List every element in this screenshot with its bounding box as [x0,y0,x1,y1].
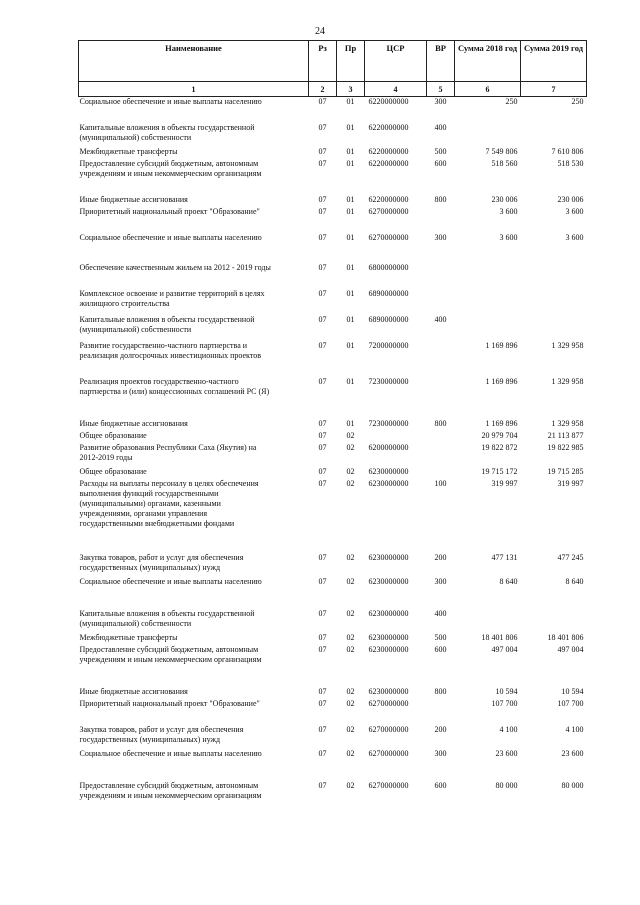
row-vr: 200 [434,724,447,734]
row-rz: 07 [318,748,327,758]
row-rz: 07 [318,478,327,488]
budget-table [78,40,587,815]
row-name: Иные бюджетные ассигнования [79,194,188,204]
row-sum-2019: 107 700 [557,698,584,708]
table-body [79,97,587,815]
row-sum-2018: 4 100 [499,724,518,734]
header-vr: ВР [427,41,455,82]
row-sum-2018: 20 979 704 [481,430,518,440]
row-name: Развитие государственно-частного партнерства и реализация долгосрочных инвестиционных проектов [79,340,262,360]
row-pr: 02 [346,780,355,790]
table-row [79,645,587,687]
row-rz: 07 [318,314,327,324]
row-sum-2018: 230 006 [491,194,518,204]
row-rz: 07 [318,194,327,204]
row-vr: 600 [434,780,447,790]
row-vr: 200 [434,552,447,562]
row-pr: 02 [346,608,355,618]
row-pr: 02 [346,478,355,488]
row-csr: 6220000000 [368,194,409,204]
row-pr: 02 [346,724,355,734]
row-rz: 07 [318,552,327,562]
row-rz: 07 [318,724,327,734]
row-csr: 6230000000 [368,608,409,618]
table-row [79,289,587,315]
row-name: Капитальные вложения в объекты государственной (муниципальной) собственности [79,314,255,334]
row-name: Предоставление субсидий бюджетным, автономным учреждениям и иным некоммерческим организациям [79,644,262,664]
row-rz: 07 [318,262,327,272]
row-csr: 6230000000 [368,552,409,562]
table-row [79,687,587,699]
row-name: Обеспечение качественным жильем на 2012 - 2019 годы [79,262,271,272]
row-csr: 6230000000 [368,686,409,696]
row-pr: 01 [346,97,355,106]
row-sum-2018: 477 131 [491,552,518,562]
column-number: 2 [309,82,337,97]
row-csr: 7200000000 [368,340,409,350]
row-sum-2018 [455,315,521,341]
row-name: Социальное обеспечение и иные выплаты населению [79,97,262,106]
row-sum-2018: 1 169 896 [485,376,518,386]
row-name: Социальное обеспечение и иные выплаты населению [79,576,262,586]
table-row [79,633,587,645]
row-vr [427,467,455,479]
row-sum-2018: 1 169 896 [485,340,518,350]
row-sum-2019: 497 004 [557,644,584,654]
row-name: Закупка товаров, работ и услуг для обеспечения государственных (муниципальных) нужд [79,552,244,572]
row-sum-2019: 19 715 285 [547,466,584,476]
row-sum-2019: 230 006 [557,194,584,204]
row-name: Капитальные вложения в объекты государственной (муниципальной) собственности [79,608,255,628]
row-csr: 6220000000 [368,158,409,168]
row-sum-2019 [521,263,587,289]
row-csr: 6230000000 [368,576,409,586]
row-csr: 7230000000 [368,376,409,386]
column-number: 3 [337,82,365,97]
row-name: Комплексное освоение и развитие территорий в целях жилищного строительства [79,288,265,308]
row-vr: 400 [434,608,447,618]
table-row [79,97,587,123]
row-rz: 07 [318,376,327,386]
column-number: 6 [455,82,521,97]
row-pr: 02 [346,576,355,586]
row-sum-2019: 1 329 958 [551,418,584,428]
table-row [79,159,587,195]
table-row [79,699,587,725]
row-sum-2019: 18 401 806 [547,632,584,642]
row-vr: 800 [434,194,447,204]
row-rz: 07 [318,608,327,618]
row-sum-2019: 3 600 [565,206,584,216]
row-pr: 01 [346,146,355,156]
row-pr: 02 [346,632,355,642]
row-sum-2019 [521,609,587,633]
header-csr: ЦСР [365,41,427,82]
row-vr: 300 [434,97,447,106]
table-row [79,233,587,263]
row-sum-2019 [521,123,587,147]
row-sum-2019 [521,315,587,341]
row-name: Социальное обеспечение и иные выплаты населению [79,748,262,758]
table-row [79,341,587,377]
row-csr: 6230000000 [368,632,409,642]
row-name: Предоставление субсидий бюджетным, автономным учреждениям и иным некоммерческим организациям [79,780,262,800]
row-vr: 300 [434,576,447,586]
table-row [79,609,587,633]
row-pr: 02 [346,748,355,758]
row-sum-2019: 1 329 958 [551,376,584,386]
row-sum-2018: 7 549 806 [485,146,518,156]
row-sum-2018 [455,263,521,289]
row-csr: 6800000000 [368,262,409,272]
row-pr: 01 [346,314,355,324]
row-sum-2019: 23 600 [561,748,584,758]
row-csr: 6230000000 [368,478,409,488]
row-sum-2019: 250 [571,97,584,106]
row-sum-2019: 19 822 985 [547,442,584,452]
row-pr: 01 [346,232,355,242]
row-rz: 07 [318,576,327,586]
header-sum-2018: Сумма 2018 год [455,41,521,82]
row-vr: 500 [434,632,447,642]
row-name: Реализация проектов государственно-частного партнерства и (или) концессионных соглашений РС (Я) [79,376,270,396]
table-row [79,263,587,289]
table-row [79,377,587,419]
row-sum-2019: 8 640 [565,576,584,586]
header-rz: Рз [309,41,337,82]
row-sum-2018: 250 [505,97,518,106]
table-row [79,443,587,467]
row-vr: 100 [434,478,447,488]
row-rz: 07 [318,146,327,156]
row-rz: 07 [318,97,327,106]
row-pr: 01 [346,206,355,216]
row-csr [365,431,427,443]
row-vr [427,699,455,725]
row-name: Социальное обеспечение и иные выплаты населению [79,232,262,242]
row-name: Иные бюджетные ассигнования [79,686,188,696]
page-number: 24 [315,26,325,37]
row-name: Приоритетный национальный проект "Образование" [79,698,260,708]
table-row [79,725,587,749]
row-sum-2018: 497 004 [491,644,518,654]
column-number: 7 [521,82,587,97]
row-rz: 07 [318,698,327,708]
row-sum-2018: 3 600 [499,206,518,216]
row-rz: 07 [318,232,327,242]
row-rz: 07 [318,632,327,642]
row-name: Приоритетный национальный проект "Образование" [79,206,260,216]
row-csr: 6220000000 [368,97,409,106]
row-csr: 6890000000 [368,288,409,298]
row-name: Развитие образования Республики Саха (Якутия) на 2012-2019 годы [79,442,257,462]
row-vr: 400 [434,122,447,132]
row-sum-2018 [455,123,521,147]
row-pr: 02 [346,698,355,708]
row-name: Расходы на выплаты персоналу в целях обеспечения выполнения функций государственными (муниципальными) органами, казенными учреждениями, органами управления государственными внебюджетными фондами [79,478,259,528]
row-sum-2018: 319 997 [491,478,518,488]
row-sum-2018: 18 401 806 [481,632,518,642]
row-csr: 6220000000 [368,146,409,156]
row-sum-2019: 10 594 [561,686,584,696]
row-sum-2018: 19 715 172 [481,466,518,476]
table-row [79,123,587,147]
row-pr: 01 [346,194,355,204]
table-row [79,147,587,159]
table-row [79,553,587,577]
row-rz: 07 [318,466,327,476]
table-row [79,315,587,341]
row-name: Общее образование [79,466,147,476]
row-pr: 01 [346,340,355,350]
row-rz: 07 [318,158,327,168]
row-rz: 07 [318,644,327,654]
header-name: Наименование [79,41,309,82]
table-row [79,195,587,207]
row-rz: 07 [318,206,327,216]
row-name: Межбюджетные трансферты [79,632,178,642]
row-sum-2018: 518 560 [491,158,518,168]
row-pr: 02 [346,552,355,562]
row-pr: 01 [346,262,355,272]
row-sum-2018: 19 822 872 [481,442,518,452]
row-pr: 01 [346,376,355,386]
row-csr: 6270000000 [368,232,409,242]
row-pr: 02 [346,466,355,476]
row-sum-2019: 1 329 958 [551,340,584,350]
row-name: Закупка товаров, работ и услуг для обеспечения государственных (муниципальных) нужд [79,724,244,744]
row-csr: 6200000000 [368,442,409,452]
table-row [79,577,587,609]
row-sum-2019: 319 997 [557,478,584,488]
row-csr: 6270000000 [368,724,409,734]
row-sum-2019: 7 610 806 [551,146,584,156]
row-rz: 07 [318,288,327,298]
row-csr: 6220000000 [368,122,409,132]
table-row [79,467,587,479]
row-sum-2018: 10 594 [495,686,518,696]
table-row [79,431,587,443]
row-sum-2018 [455,289,521,315]
row-rz: 07 [318,122,327,132]
row-sum-2018: 3 600 [499,232,518,242]
row-pr: 02 [346,686,355,696]
row-pr: 02 [346,644,355,654]
row-sum-2018: 1 169 896 [485,418,518,428]
row-vr [427,377,455,419]
header-sum-2019: Сумма 2019 год [521,41,587,82]
row-sum-2019: 518 530 [557,158,584,168]
row-rz: 07 [318,686,327,696]
row-rz: 07 [318,442,327,452]
row-name: Общее образование [79,430,147,440]
row-csr: 6230000000 [368,644,409,654]
column-number: 4 [365,82,427,97]
row-sum-2018 [455,609,521,633]
row-sum-2019 [521,289,587,315]
table-row [79,749,587,781]
row-vr: 300 [434,748,447,758]
row-rz: 07 [318,780,327,790]
row-vr [427,443,455,467]
row-pr: 02 [346,430,355,440]
row-sum-2019: 21 113 877 [547,430,584,440]
column-number-row [79,82,587,97]
row-sum-2018: 23 600 [495,748,518,758]
header-row [79,41,587,82]
row-sum-2019: 80 000 [561,780,584,790]
row-pr: 01 [346,288,355,298]
table-row [79,419,587,431]
row-vr: 600 [434,644,447,654]
row-vr: 800 [434,686,447,696]
row-vr [427,289,455,315]
row-name: Капитальные вложения в объекты государственной (муниципальной) собственности [79,122,255,142]
row-sum-2019: 477 245 [557,552,584,562]
row-vr: 800 [434,418,447,428]
column-number: 1 [79,82,309,97]
row-sum-2018: 80 000 [495,780,518,790]
row-sum-2019: 3 600 [565,232,584,242]
row-csr: 7230000000 [368,418,409,428]
row-vr: 400 [434,314,447,324]
row-vr: 600 [434,158,447,168]
table-row [79,479,587,553]
row-sum-2018: 8 640 [499,576,518,586]
row-rz: 07 [318,430,327,440]
row-vr [427,431,455,443]
row-rz: 07 [318,418,327,428]
row-vr: 500 [434,146,447,156]
row-csr: 6270000000 [368,206,409,216]
table-row [79,781,587,815]
column-number: 5 [427,82,455,97]
row-rz: 07 [318,340,327,350]
row-pr: 01 [346,158,355,168]
row-sum-2018: 107 700 [491,698,518,708]
row-csr: 6270000000 [368,698,409,708]
row-pr: 01 [346,418,355,428]
row-vr [427,263,455,289]
header-pr: Пр [337,41,365,82]
row-name: Межбюджетные трансферты [79,146,178,156]
row-vr: 300 [434,232,447,242]
row-vr [427,207,455,233]
row-pr: 01 [346,122,355,132]
row-csr: 6230000000 [368,466,409,476]
row-sum-2019: 4 100 [565,724,584,734]
row-csr: 6270000000 [368,748,409,758]
row-csr: 6890000000 [368,314,409,324]
row-name: Иные бюджетные ассигнования [79,418,188,428]
row-pr: 02 [346,442,355,452]
row-vr [427,341,455,377]
table-row [79,207,587,233]
row-csr: 6270000000 [368,780,409,790]
row-name: Предоставление субсидий бюджетным, автономным учреждениям и иным некоммерческим организациям [79,158,262,178]
